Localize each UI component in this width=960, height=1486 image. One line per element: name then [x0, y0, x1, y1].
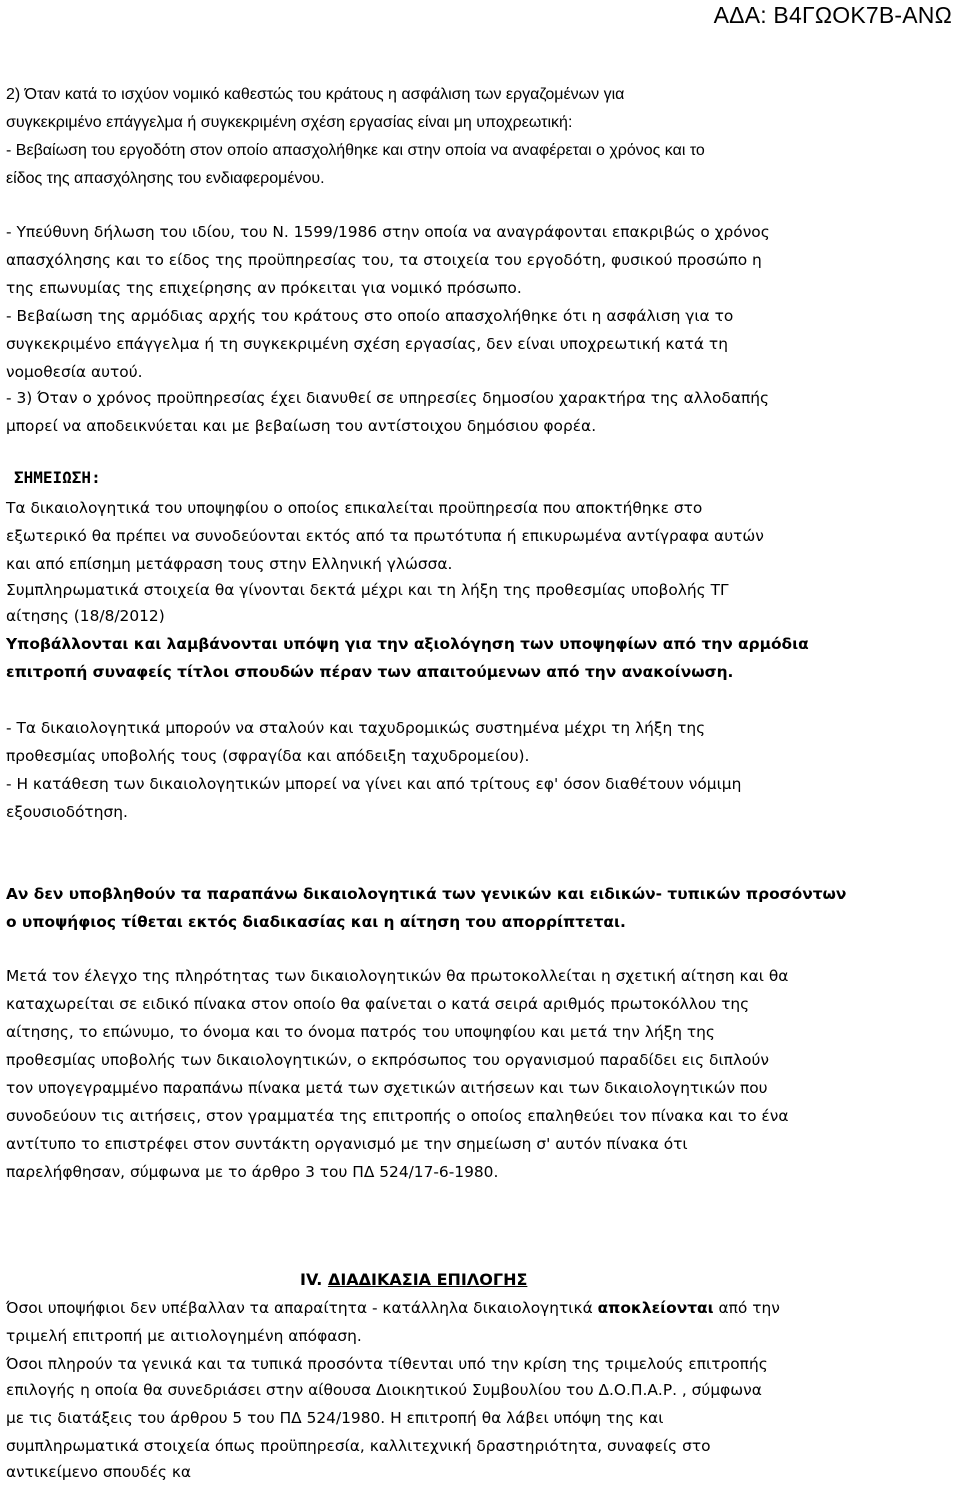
- text-line: - Η κατάθεση των δικαιολογητικών μπορεί να γίνει και από τρίτους εφ' όσον διαθέτουν νόμιμη: [6, 775, 742, 793]
- text-line: τριμελή επιτροπή με αιτιολογημένη απόφαση.: [6, 1327, 362, 1345]
- text-line: απασχόλησης και το είδος της προϋπηρεσίας του, τα στοιχεία του εργοδότη, φυσικού προσώπο η: [6, 251, 762, 269]
- text-line: προθεσμίας υποβολής των δικαιολογητικών, ο εκπρόσωπος του οργανισμού παραδίδει εις διπλούν: [6, 1051, 769, 1069]
- text-line: είδος της απασχόλησης του ενδιαφερομένου.: [6, 170, 325, 187]
- text-line: τον υπογεγραμμένο παραπάνω πίνακα μετά των σχετικών αιτήσεων και των δικαιολογητικών που: [6, 1079, 768, 1097]
- note-title: ΣΗΜΕΙΩΣΗ:: [14, 468, 101, 487]
- text-line: αντίτυπο το επιστρέφει στον συντάκτη οργανισμό με την σημείωση σ' αυτόν πίνακα ότι: [6, 1135, 688, 1153]
- text-segment-bold: αποκλείονται: [597, 1299, 714, 1317]
- text-line: - Βεβαίωση του εργοδότη στον οποίο απασχολήθηκε και στην οποία να αναφέρεται ο χρόνος και το: [6, 142, 705, 159]
- text-line: καταχωρείται σε ειδικό πίνακα στον οποίο θα φαίνεται ο κατά σειρά αριθμός πρωτοκόλλου της: [6, 995, 750, 1013]
- text-line: εξωτερικό θα πρέπει να συνοδεύονται εκτός από τα πρωτότυπα ή επικυρωμένα αντίγραφα αυτών: [6, 527, 764, 545]
- text-line: αίτησης (18/8/2012): [6, 607, 165, 625]
- text-line-bold: Υποβάλλονται και λαμβάνονται υπόψη για την αξιολόγηση των υποψηφίων από την αρμόδια: [6, 635, 809, 653]
- text-line: - Τα δικαιολογητικά μπορούν να σταλούν και ταχυδρομικώς συστημένα μέχρι τη λήξη της: [6, 719, 706, 737]
- text-line: συγκεκριμένο επάγγελμα ή συγκεκριμένη σχέση εργασίας είναι μη υποχρεωτική:: [6, 114, 573, 131]
- text-line: και από επίσημη μετάφραση τους στην Ελληνική γλώσσα.: [6, 555, 453, 573]
- text-line: συμπληρωματικά στοιχεία όπως προϋπηρεσία, καλλιτεχνική δραστηριότητα, συναφείς στο: [6, 1437, 711, 1455]
- text-line: παρελήφθησαν, σύμφωνα με το άρθρο 3 του ΠΔ 524/17-6-1980.: [6, 1163, 499, 1181]
- text-line-bold: επιτροπή συναφείς τίτλοι σπουδών πέραν των απαιτούμενων από την ανακοίνωση.: [6, 663, 734, 681]
- text-line: - Βεβαίωση της αρμόδιας αρχής του κράτους στο οποίο απασχολήθηκε ότι η ασφάλιση για το: [6, 307, 734, 325]
- text-line: Συμπληρωματικά στοιχεία θα γίνονται δεκτά μέχρι και τη λήξη της προθεσμίας υποβολής ΤΓ: [6, 581, 729, 599]
- text-line: αντικείμενο σπουδές κα: [6, 1463, 192, 1481]
- text-line: - 3) Όταν ο χρόνος προϋπηρεσίας έχει διανυθεί σε υπηρεσίες δημοσίου χαρακτήρα της αλλοδαπής: [6, 389, 770, 407]
- section-number: IV.: [300, 1270, 323, 1289]
- text-line: Τα δικαιολογητικά του υποψηφίου ο οποίος επικαλείται προϋπηρεσία που αποκτήθηκε στο: [6, 499, 703, 517]
- text-line: αίτησης, το επώνυμο, το όνομα και το όνομα πατρός του υποψηφίου και μετά την λήξη της: [6, 1023, 715, 1041]
- ada-code: ΑΔΑ: Β4ΓΩΟΚ7Β-ΑΝΩ: [713, 2, 952, 28]
- text-line: Όσοι πληρούν τα γενικά και τα τυπικά προσόντα τίθενται υπό την κρίση της τριμελούς επιτροπής: [6, 1355, 768, 1373]
- text-line: - Υπεύθυνη δήλωση του ιδίου, του Ν. 1599/1986 στην οποία να αναγράφονται επακριβώς ο χρόνος: [6, 223, 770, 241]
- text-line: επιλογής η οποία θα συνεδριάσει στην αίθουσα Διοικητικού Συμβουλίου του Δ.Ο.Π.Α.Ρ. , σύμφωνα: [6, 1381, 762, 1399]
- text-line: εξουσιοδότηση.: [6, 803, 128, 821]
- section-heading: [300, 1270, 527, 1290]
- text-line: με τις διατάξεις του άρθρου 5 του ΠΔ 524/1980. Η επιτροπή θα λάβει υπόψη της και: [6, 1409, 664, 1427]
- text-line: της επωνυμίας της επιχείρησης αν πρόκειται για νομικό πρόσωπο.: [6, 279, 522, 297]
- text-line: νομοθεσία αυτού.: [6, 363, 143, 381]
- text-line: [6, 1298, 780, 1318]
- text-line: συγκεκριμένο επάγγελμα ή τη συγκεκριμένη σχέση εργασίας, δεν είναι υποχρεωτική κατά τη: [6, 335, 728, 353]
- warning-line: ο υποψήφιος τίθεται εκτός διαδικασίας και η αίτηση του απορρίπτεται.: [6, 913, 626, 931]
- text-line: προθεσμίας υποβολής τους (σφραγίδα και απόδειξη ταχυδρομείου).: [6, 747, 530, 765]
- text-segment: από την: [713, 1299, 780, 1317]
- text-segment: Όσοι υποψήφιοι δεν υπέβαλλαν τα απαραίτητα - κατάλληλα δικαιολογητικά: [6, 1299, 598, 1317]
- text-line: συνοδεύουν τις αιτήσεις, στον γραμματέα της επιτροπής ο οποίος επαληθεύει τον πίνακα και το ένα: [6, 1107, 789, 1125]
- section-title: ΔΙΑΔΙΚΑΣΙΑ ΕΠΙΛΟΓΗΣ: [327, 1270, 528, 1289]
- warning-line: Αν δεν υποβληθούν τα παραπάνω δικαιολογητικά των γενικών και ειδικών- τυπικών προσόντων: [6, 885, 847, 903]
- text-line: Μετά τον έλεγχο της πληρότητας των δικαιολογητικών θα πρωτοκολλείται η σχετική αίτηση και θα: [6, 967, 789, 985]
- text-line: 2) Όταν κατά το ισχύον νομικό καθεστώς του κράτους η ασφάλιση των εργαζομένων για: [6, 86, 625, 103]
- text-line: μπορεί να αποδεικνύεται και με βεβαίωση του αντίστοιχου δημόσιου φορέα.: [6, 417, 597, 435]
